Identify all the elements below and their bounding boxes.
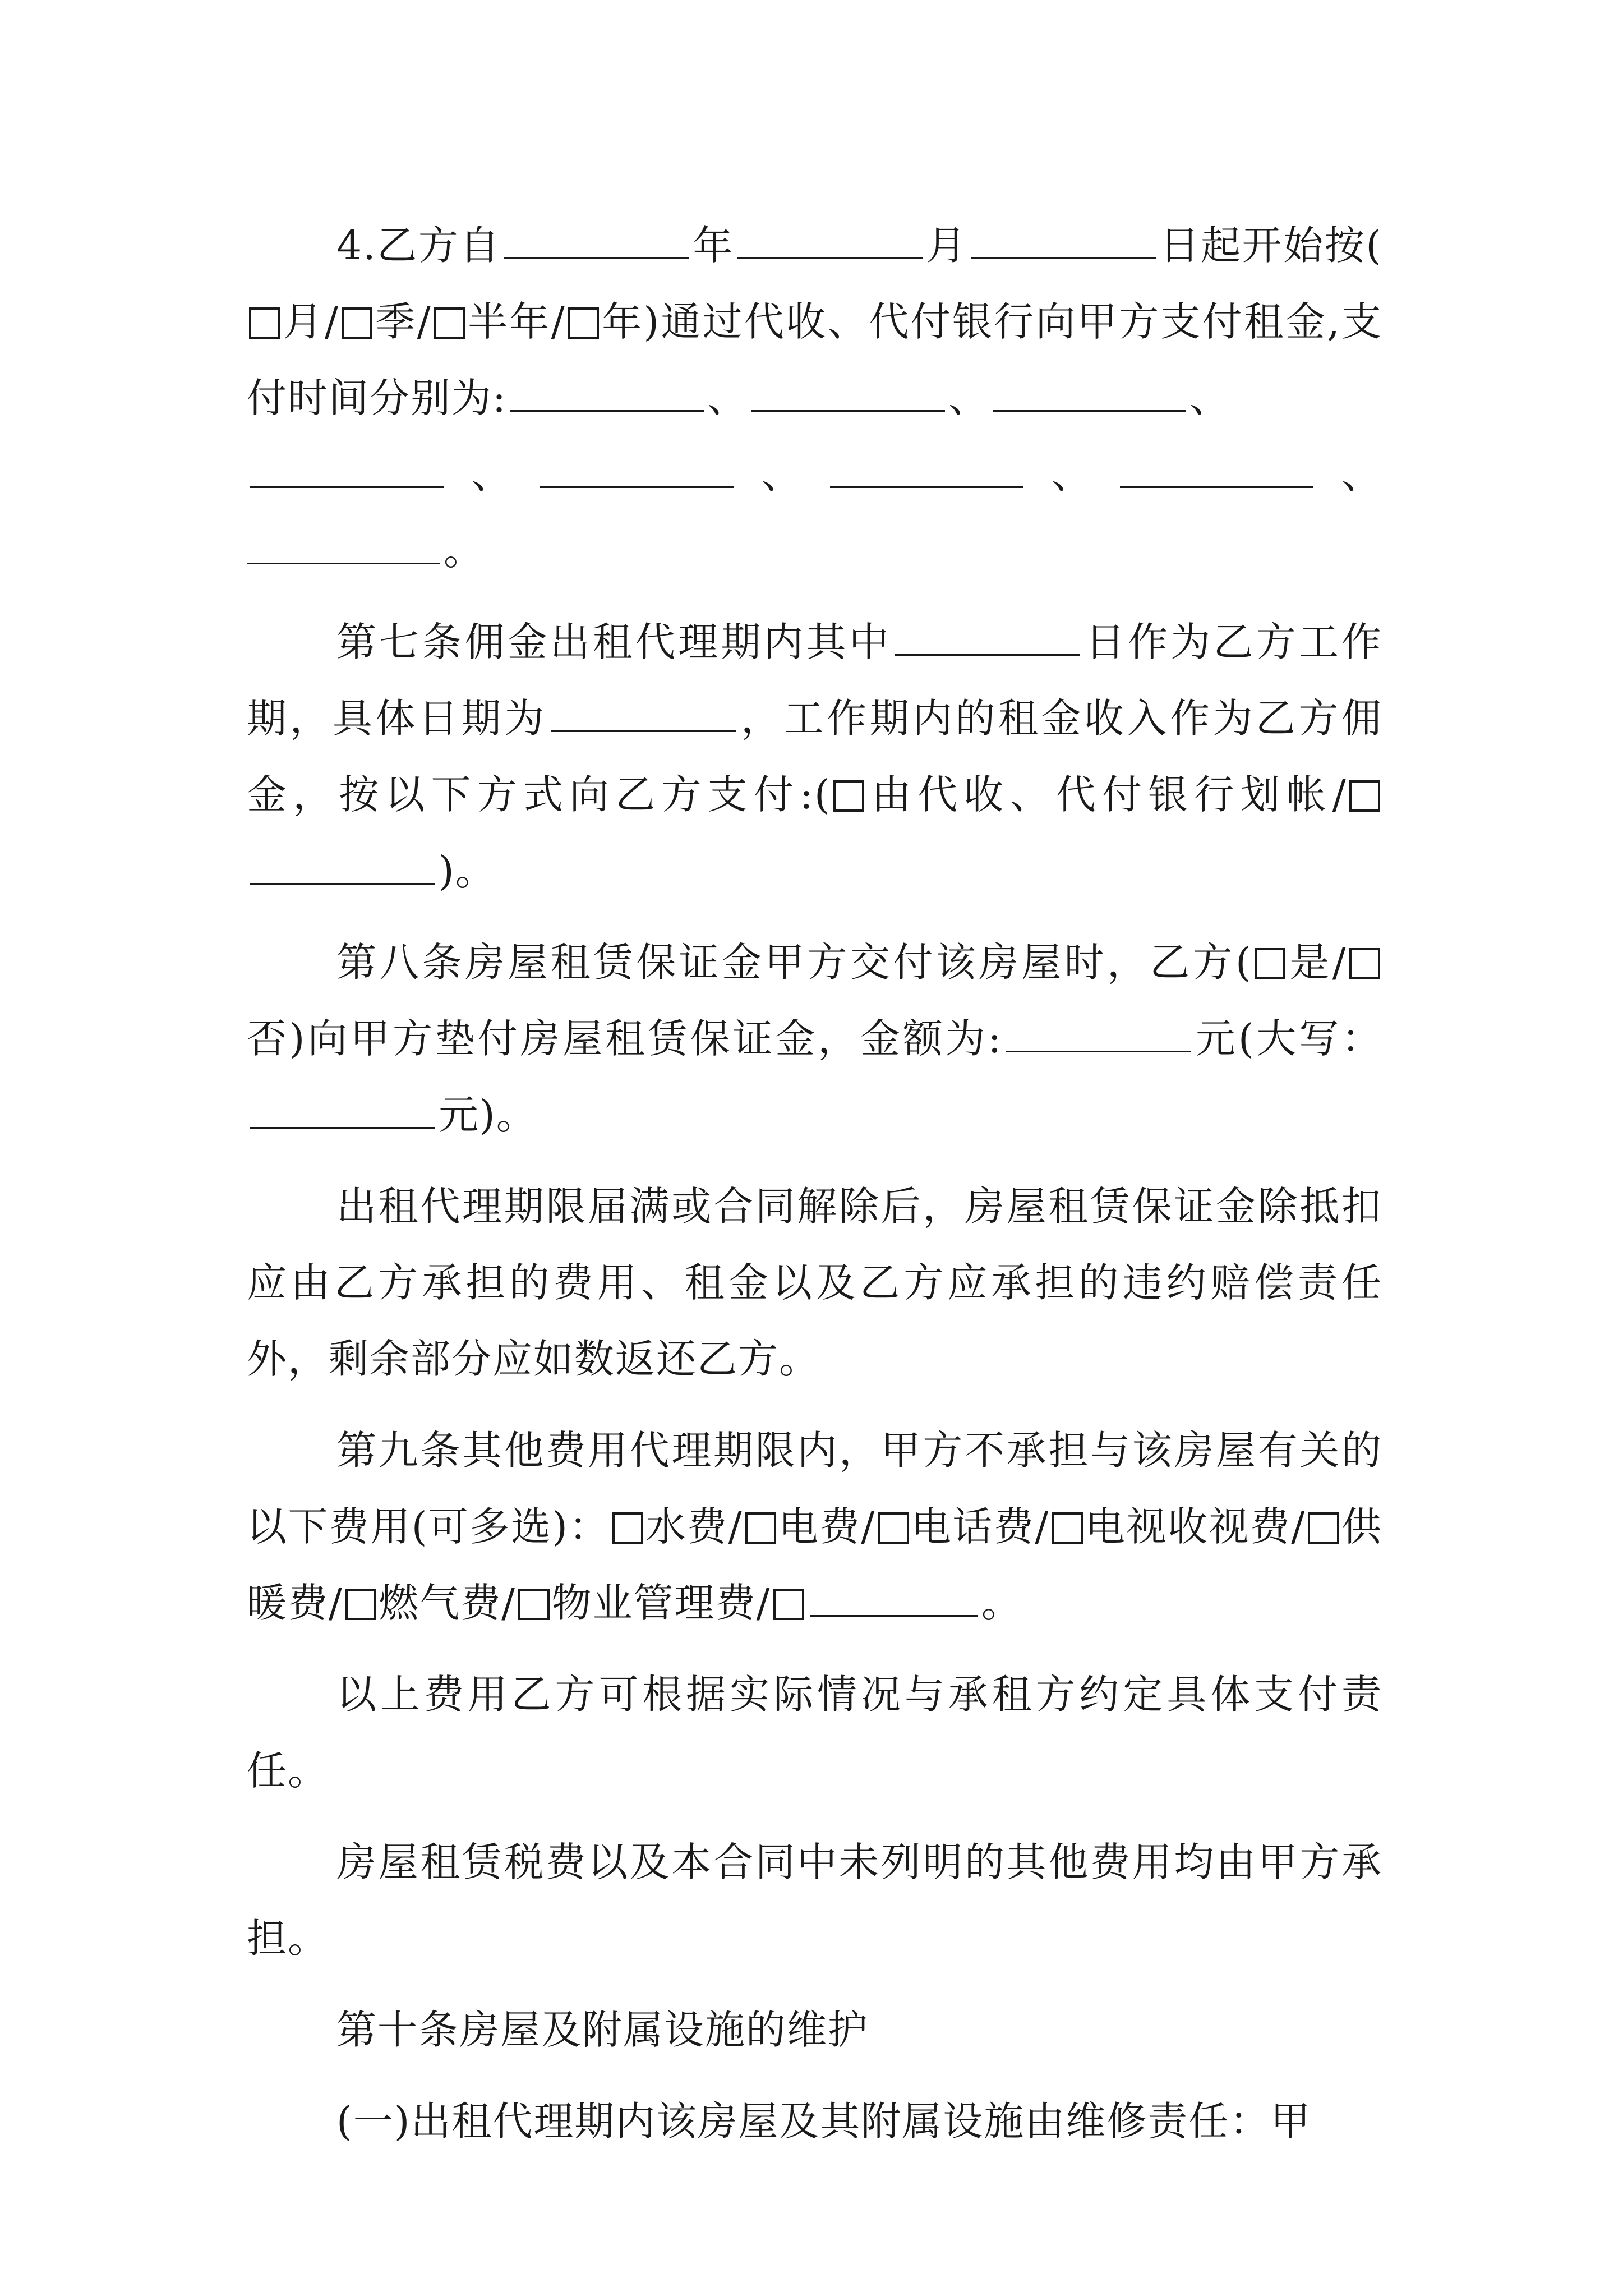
checkbox-property-management[interactable] bbox=[518, 1589, 549, 1619]
payment-date-blank[interactable] bbox=[751, 376, 945, 412]
text: 日起开始按( bbox=[1159, 222, 1382, 269]
payment-date-blank[interactable] bbox=[247, 528, 440, 564]
month-blank[interactable] bbox=[737, 223, 923, 259]
text: 电话费/ bbox=[911, 1503, 1050, 1550]
document-page bbox=[247, 208, 1382, 2175]
clause-taxes: 房屋租赁税费以及本合同中未列明的其他费用均由甲方承担。 bbox=[247, 1839, 1382, 1962]
checkbox-monthly[interactable] bbox=[249, 307, 280, 338]
text: 月 bbox=[925, 222, 968, 269]
text: 否)向甲方垫付房屋租赁保证金，金额为: bbox=[247, 1015, 1003, 1062]
clause-deposit-return: 出租代理期限届满或合同解除后，房屋租赁保证金除抵扣应由乙方承担的费用、租金以及乙方应承担的违约赔偿责任外，剩余部分应如数返还乙方。 bbox=[247, 1183, 1382, 1382]
text: ，工作期内的租金收入作为乙方佣金，按以下方式向乙方支付:( bbox=[247, 695, 1382, 818]
text: 供暖费/ bbox=[247, 1503, 1383, 1626]
separator: 、 bbox=[1051, 451, 1092, 498]
separator: 、 bbox=[471, 451, 513, 498]
other-method-blank[interactable] bbox=[250, 849, 435, 885]
days-blank[interactable] bbox=[895, 620, 1080, 656]
separator: 、 bbox=[761, 451, 803, 498]
text: 水费/ bbox=[645, 1503, 743, 1550]
text: )。 bbox=[439, 848, 496, 894]
checkbox-other-fee[interactable] bbox=[773, 1589, 804, 1619]
checkbox-no[interactable] bbox=[1349, 948, 1380, 979]
checkbox-half-year[interactable] bbox=[434, 307, 465, 338]
checkbox-heating[interactable] bbox=[1308, 1512, 1339, 1543]
text: 。 bbox=[981, 1580, 1022, 1626]
checkbox-bank-transfer[interactable] bbox=[833, 780, 864, 811]
work-period-date-blank[interactable] bbox=[551, 696, 736, 732]
deposit-amount-blank[interactable] bbox=[1006, 1016, 1191, 1052]
year-blank[interactable] bbox=[504, 223, 689, 259]
text: 季/ bbox=[375, 298, 432, 345]
clause-other-fees bbox=[247, 1412, 1382, 1641]
checkbox-gas[interactable] bbox=[345, 1589, 376, 1619]
text: 年 bbox=[692, 222, 734, 269]
checkbox-other-method[interactable] bbox=[1349, 780, 1380, 811]
checkbox-water[interactable] bbox=[612, 1512, 643, 1543]
checkbox-yes[interactable] bbox=[1255, 948, 1285, 979]
payment-date-blank[interactable] bbox=[1120, 452, 1313, 488]
clause-maintenance-heading: 第十条房屋及附属设施的维护 bbox=[336, 2007, 869, 2053]
checkbox-quarterly[interactable] bbox=[342, 307, 372, 338]
text: 是/ bbox=[1288, 939, 1347, 986]
day-blank[interactable] bbox=[971, 223, 1156, 259]
other-fee-blank[interactable] bbox=[810, 1581, 978, 1617]
text: 元)。 bbox=[439, 1092, 537, 1138]
separator: 、 bbox=[948, 375, 989, 421]
separator: 、 bbox=[707, 375, 748, 421]
clause-maintenance-1: (一)出租代理期内该房屋及其附属设施由维修责任：甲 bbox=[336, 2098, 1312, 2145]
text: 电费/ bbox=[778, 1503, 876, 1550]
separator: 、 bbox=[1189, 375, 1230, 421]
text: 由代收、代付银行划帐/ bbox=[866, 771, 1347, 818]
deposit-amount-words-blank[interactable] bbox=[250, 1093, 435, 1129]
text: 电视收视费/ bbox=[1085, 1503, 1306, 1550]
text: 月/ bbox=[282, 298, 339, 345]
clause-payment-responsibility: 以上费用乙方可根据实际情况与承租方约定具体支付责任。 bbox=[247, 1671, 1382, 1794]
text: 第九条其他费用代理期限内，甲方不承担与该房屋有关的以下费用(可多选)： bbox=[247, 1427, 1382, 1550]
payment-dates-last-line bbox=[247, 513, 1382, 589]
text: 第七条佣金出租代理期内其中 bbox=[336, 619, 892, 665]
checkbox-electricity[interactable] bbox=[745, 1512, 776, 1543]
text: 第八条房屋租赁保证金甲方交付该房屋时，乙方( bbox=[336, 939, 1252, 986]
text: 燃气费/ bbox=[379, 1580, 517, 1626]
payment-dates-row bbox=[247, 436, 1382, 513]
payment-date-blank[interactable] bbox=[510, 376, 704, 412]
separator: 、 bbox=[1341, 451, 1382, 498]
checkbox-tv[interactable] bbox=[1052, 1512, 1082, 1543]
checkbox-telephone[interactable] bbox=[878, 1512, 909, 1543]
payment-date-blank[interactable] bbox=[250, 452, 444, 488]
payment-date-blank[interactable] bbox=[993, 376, 1186, 412]
text: 。 bbox=[444, 527, 485, 574]
text: 4.乙方自 bbox=[336, 222, 501, 269]
text: 元(大写： bbox=[1194, 1015, 1383, 1062]
clause-commission bbox=[247, 604, 1382, 909]
text: 年)通过代收、代付银行向甲方支付租金,支付时间分别为: bbox=[247, 298, 1383, 421]
payment-date-blank[interactable] bbox=[540, 452, 734, 488]
text: 日作为乙方工作期，具体日期为 bbox=[247, 619, 1382, 742]
clause-deposit bbox=[247, 924, 1382, 1153]
text: 半年/ bbox=[467, 298, 566, 345]
text: 物业管理费/ bbox=[551, 1580, 771, 1626]
clause-rent-payment bbox=[247, 208, 1382, 436]
checkbox-yearly[interactable] bbox=[568, 307, 599, 338]
payment-date-blank[interactable] bbox=[830, 452, 1023, 488]
